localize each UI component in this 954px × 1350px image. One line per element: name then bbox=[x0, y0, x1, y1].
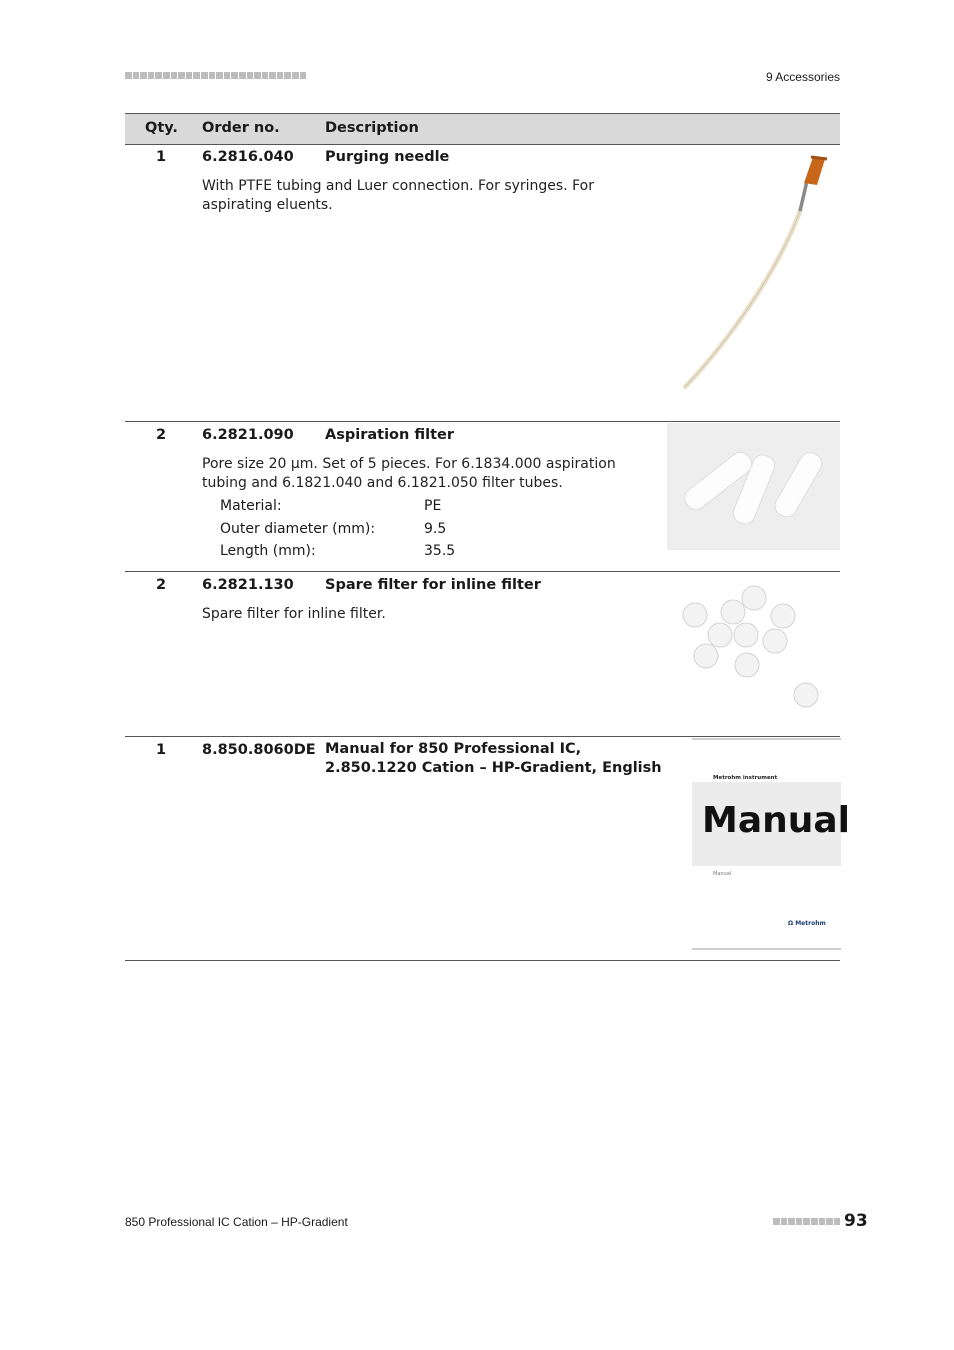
row-description: Spare filter for inline filter. bbox=[202, 606, 386, 622]
cover-small-text: Manual bbox=[713, 871, 732, 877]
row-description: With PTFE tubing and Luer connection. For syringes. For aspirating eluents. bbox=[202, 178, 594, 213]
row-title: Manual for 850 Professional IC, 2.850.1220 Cation – HP-Gradient, English bbox=[325, 741, 662, 776]
spec-label: Outer diameter (mm): bbox=[220, 521, 376, 537]
column-order-no: Order no. bbox=[202, 120, 280, 136]
row-order-no: 6.2821.130 bbox=[202, 577, 294, 593]
row-qty: 1 bbox=[155, 742, 167, 758]
row-description: Pore size 20 µm. Set of 5 pieces. For 6.1834.000 aspiration tubing and 6.1821.040 and 6.1821.050 filter tubes. bbox=[202, 456, 616, 491]
manual-cover-image bbox=[692, 738, 851, 950]
row-divider bbox=[125, 736, 840, 737]
spec-value: 9.5 bbox=[424, 521, 447, 537]
row-qty: 2 bbox=[155, 577, 167, 593]
aspiration-filter-image bbox=[667, 423, 840, 550]
footer-title: 850 Professional IC Cation – HP-Gradient bbox=[125, 1215, 348, 1229]
row-title: Aspiration filter bbox=[325, 427, 455, 443]
row-title: Spare filter for inline filter bbox=[325, 577, 541, 593]
table-bottom-rule bbox=[125, 960, 840, 961]
row-divider bbox=[125, 571, 840, 572]
column-qty: Qty. bbox=[145, 120, 178, 136]
spec-value: PE bbox=[424, 498, 442, 514]
spec-label: Material: bbox=[220, 498, 282, 514]
row-order-no: 6.2816.040 bbox=[202, 149, 294, 165]
footer-decoration bbox=[773, 1218, 840, 1225]
spec-value: 35.5 bbox=[424, 543, 456, 559]
cover-brand-line: Metrohm instrument bbox=[713, 775, 778, 781]
table-header bbox=[125, 113, 840, 145]
metrohm-logo: Ω Metrohm bbox=[788, 920, 826, 927]
spare-filter-image bbox=[667, 575, 840, 725]
row-order-no: 6.2821.090 bbox=[202, 427, 294, 443]
header-decoration bbox=[125, 72, 306, 79]
cover-band bbox=[692, 782, 851, 866]
chapter-title: 9 Accessories bbox=[765, 70, 840, 84]
row-qty: 1 bbox=[155, 149, 167, 165]
spec-label: Length (mm): bbox=[220, 543, 316, 559]
cover-title: Manual bbox=[702, 800, 851, 841]
page-number: 93 bbox=[844, 1211, 868, 1231]
purging-needle-image bbox=[667, 153, 840, 393]
column-description: Description bbox=[325, 120, 419, 136]
row-title: Purging needle bbox=[325, 149, 450, 165]
row-order-no: 8.850.8060DE bbox=[202, 742, 316, 758]
row-qty: 2 bbox=[155, 427, 167, 443]
row-divider bbox=[125, 421, 840, 422]
